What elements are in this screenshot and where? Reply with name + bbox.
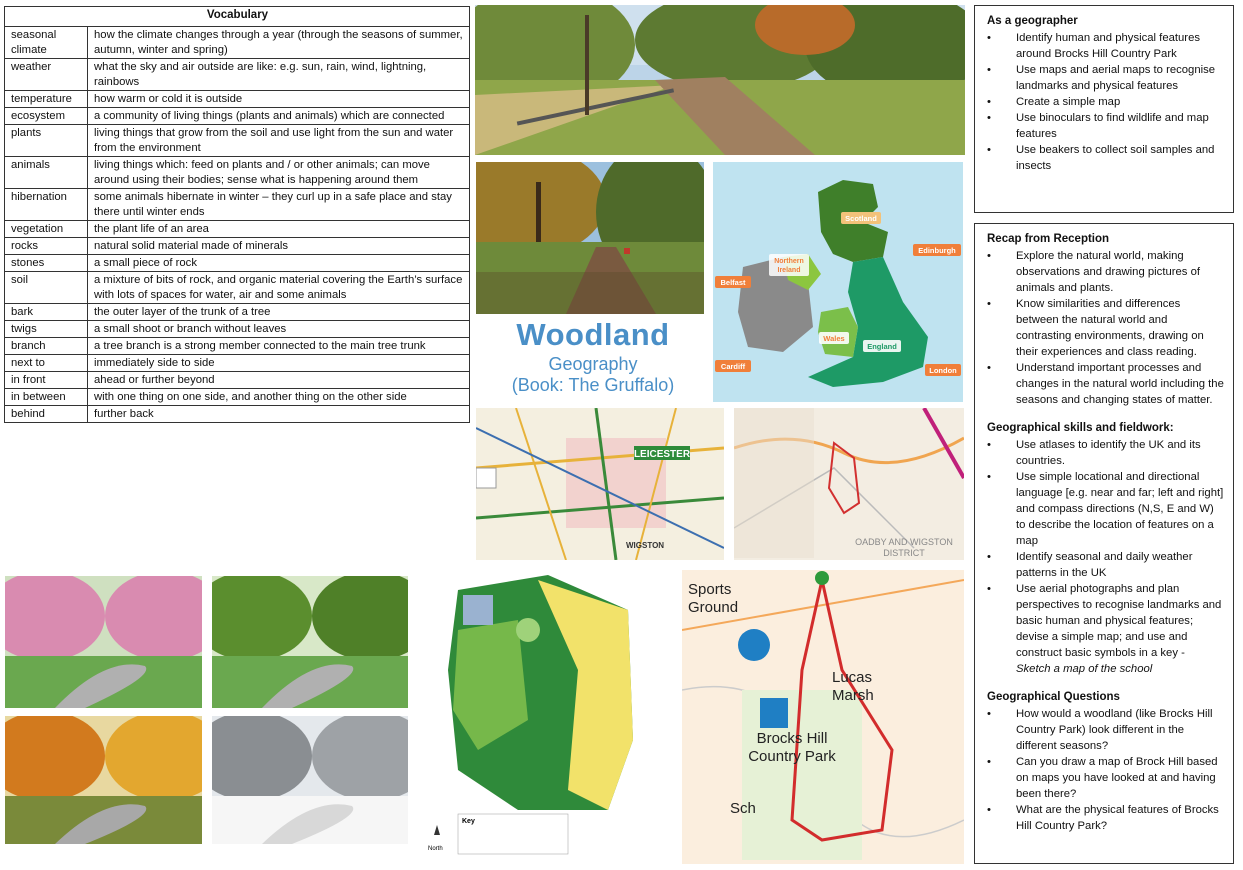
lucas-marsh-line1: Lucas: [832, 669, 873, 686]
england-label: England: [867, 342, 897, 351]
picnic-icon: [760, 698, 788, 728]
park-name-line1: Brocks Hill: [756, 730, 828, 747]
vocabulary-term: seasonal climate: [5, 27, 88, 59]
vocabulary-row: [5, 304, 470, 321]
geographer-item: • Use beakers to collect soil samples and insects: [1016, 142, 1225, 174]
title-block: [476, 316, 710, 396]
scotland-label: Scotland: [845, 214, 877, 223]
recap-sections: [987, 231, 1225, 834]
london-label: London: [929, 366, 957, 375]
vocabulary-definition: the plant life of an area: [88, 221, 470, 238]
vocabulary-term: twigs: [5, 321, 88, 338]
northern-ireland-label-2: Ireland: [777, 267, 801, 274]
vocabulary-term: rocks: [5, 238, 88, 255]
vocabulary-row: [5, 255, 470, 272]
recap-section-list: [987, 706, 1225, 834]
vocabulary-row: [5, 321, 470, 338]
belfast-label: Belfast: [720, 278, 746, 287]
recap-section-heading: Recap from Reception: [987, 233, 1110, 245]
recap-item: • Understand important processes and changes in the natural world including the seasons and changing states of matter.: [1016, 360, 1225, 408]
park-plan-map: [418, 570, 663, 856]
recap-box: [974, 223, 1234, 864]
geographer-item: • Create a simple map: [1016, 94, 1225, 110]
book-title: (Book: The Gruffalo): [511, 375, 675, 395]
leicester-label: LEICESTER: [633, 449, 691, 460]
vocabulary-row: [5, 272, 470, 304]
vocabulary-heading: Vocabulary: [5, 7, 470, 27]
brocks-hill-os-map: [682, 570, 964, 864]
vocabulary-definition: a community of living things (plants and animals) which are connected: [88, 108, 470, 125]
vocabulary-body: [5, 27, 470, 423]
recap-section-list: [987, 437, 1225, 677]
recap-item: • Use simple locational and directional language [e.g. near and far; left and right] and compass directions (N,S, E and W) to describe the location of features on a map: [1016, 469, 1225, 549]
northern-ireland-label-1: Northern: [774, 258, 804, 265]
vocabulary-definition: a small shoot or branch without leaves: [88, 321, 470, 338]
vocabulary-row: [5, 355, 470, 372]
lucas-marsh-line2: Marsh: [832, 687, 874, 704]
wigston-label: WIGSTON: [626, 541, 665, 550]
vocabulary-definition: what the sky and air outside are like: e.g. sun, rain, wind, lightning, rainbows: [88, 59, 470, 91]
school-label: Sch: [730, 800, 756, 817]
summer-season-photo: [212, 576, 408, 708]
recap-item: Sketch a map of the school: [1016, 663, 1153, 675]
vocabulary-term: branch: [5, 338, 88, 355]
vocabulary-definition: the outer layer of the trunk of a tree: [88, 304, 470, 321]
cardiff-label: Cardiff: [720, 362, 746, 371]
vocabulary-row: [5, 338, 470, 355]
vocabulary-definition: with one thing on one side, and another thing on the other side: [88, 389, 470, 406]
recap-item: • How would a woodland (like Brocks Hill Country Park) look different in the different seasons?: [1016, 706, 1225, 754]
recap-item: • Use atlases to identify the UK and its countries.: [1016, 437, 1225, 469]
vocabulary-definition: natural solid material made of minerals: [88, 238, 470, 255]
vocabulary-definition: some animals hibernate in winter – they curl up in a safe place and stay there until winter ends: [88, 189, 470, 221]
vocabulary-definition: immediately side to side: [88, 355, 470, 372]
woodland-path-photo: [475, 5, 965, 155]
vocabulary-row: [5, 91, 470, 108]
vocabulary-term: in between: [5, 389, 88, 406]
vocabulary-definition: living things which: feed on plants and / or other animals; can move around using their bodies; sense what is happening around them: [88, 157, 470, 189]
autumn-season-photo: [5, 716, 202, 844]
north-label: North: [428, 846, 443, 852]
sports-ground-line1: Sports: [688, 581, 732, 598]
edinburgh-label: Edinburgh: [918, 246, 956, 255]
vocabulary-term: hibernation: [5, 189, 88, 221]
vocabulary-row: [5, 389, 470, 406]
vocabulary-row: [5, 125, 470, 157]
geographer-box: [974, 5, 1234, 213]
recap-item: • Know similarities and differences between the natural world and contrasting environments, drawing on their experiences and class reading.: [1016, 296, 1225, 360]
vocabulary-definition: a tree branch is a strong member connected to the main tree trunk: [88, 338, 470, 355]
vocabulary-term: stones: [5, 255, 88, 272]
district-label-line2: DISTRICT: [883, 548, 925, 558]
recap-item: • What are the physical features of Brocks Hill Country Park?: [1016, 802, 1225, 834]
vocabulary-row: [5, 59, 470, 91]
vocabulary-definition: ahead or further beyond: [88, 372, 470, 389]
geographer-item: • Use maps and aerial maps to recognise landmarks and physical features: [1016, 62, 1225, 94]
vocabulary-definition: living things that grow from the soil and use light from the sun and water from the environment: [88, 125, 470, 157]
vocabulary-definition: how warm or cold it is outside: [88, 91, 470, 108]
vocabulary-row: [5, 189, 470, 221]
vocabulary-term: next to: [5, 355, 88, 372]
vocabulary-term: temperature: [5, 91, 88, 108]
park-plan-key-title: Key: [462, 818, 475, 825]
recap-section-heading: Geographical skills and fieldwork:: [987, 422, 1174, 434]
vocabulary-term: behind: [5, 406, 88, 423]
vocabulary-row: [5, 221, 470, 238]
park-name-line2: Country Park: [748, 748, 836, 765]
vocabulary-definition: a mixture of bits of rock, and organic material covering the Earth’s surface with lots of spaces for water, air and some animals: [88, 272, 470, 304]
playground-icon: [738, 629, 770, 661]
vocabulary-row: [5, 238, 470, 255]
winter-season-photo: [212, 716, 408, 844]
autumn-woodland-photo: [476, 162, 704, 314]
vocabulary-term: vegetation: [5, 221, 88, 238]
vocabulary-definition: further back: [88, 406, 470, 423]
vocabulary-definition: a small piece of rock: [88, 255, 470, 272]
page-title: Woodland: [516, 317, 670, 352]
district-label-line1: OADBY AND WIGSTON: [855, 537, 953, 547]
district-map: [734, 408, 964, 560]
recap-item: • Identify seasonal and daily weather patterns in the UK: [1016, 549, 1225, 581]
recap-section-heading: Geographical Questions: [987, 691, 1120, 703]
vocabulary-definition: how the climate changes through a year (through the seasons of summer, autumn, winter and spring): [88, 27, 470, 59]
subject-title: Geography: [548, 354, 638, 374]
geographer-heading: As a geographer: [987, 15, 1078, 27]
recap-item: • Can you draw a map of Brock Hill based on maps you have looked at and having been there?: [1016, 754, 1225, 802]
vocabulary-row: [5, 108, 470, 125]
sports-ground-line2: Ground: [688, 599, 739, 616]
recap-section-list: [987, 248, 1225, 408]
geographer-list: [987, 30, 1225, 174]
vocabulary-term: soil: [5, 272, 88, 304]
wales-label: Wales: [823, 334, 845, 343]
vocabulary-row: [5, 157, 470, 189]
vocabulary-term: bark: [5, 304, 88, 321]
vocabulary-term: weather: [5, 59, 88, 91]
spring-season-photo: [5, 576, 202, 708]
vocabulary-term: animals: [5, 157, 88, 189]
vocabulary-table: [4, 6, 470, 423]
recap-item: • Explore the natural world, making observations and drawing pictures of animals and plants.: [1016, 248, 1225, 296]
leicester-road-map: [476, 408, 724, 560]
uk-map: [713, 162, 963, 402]
vocabulary-row: [5, 27, 470, 59]
vocabulary-row: [5, 372, 470, 389]
vocabulary-term: in front: [5, 372, 88, 389]
vocabulary-term: plants: [5, 125, 88, 157]
geographer-item: • Identify human and physical features around Brocks Hill Country Park: [1016, 30, 1225, 62]
vocabulary-term: ecosystem: [5, 108, 88, 125]
vocabulary-row: [5, 406, 470, 423]
recap-item: • Use aerial photographs and plan perspectives to recognise landmarks and basic human and physical features; devise a simple map; and use and construct basic symbols in a key -: [1016, 581, 1225, 661]
geographer-item: • Use binoculars to find wildlife and map features: [1016, 110, 1225, 142]
